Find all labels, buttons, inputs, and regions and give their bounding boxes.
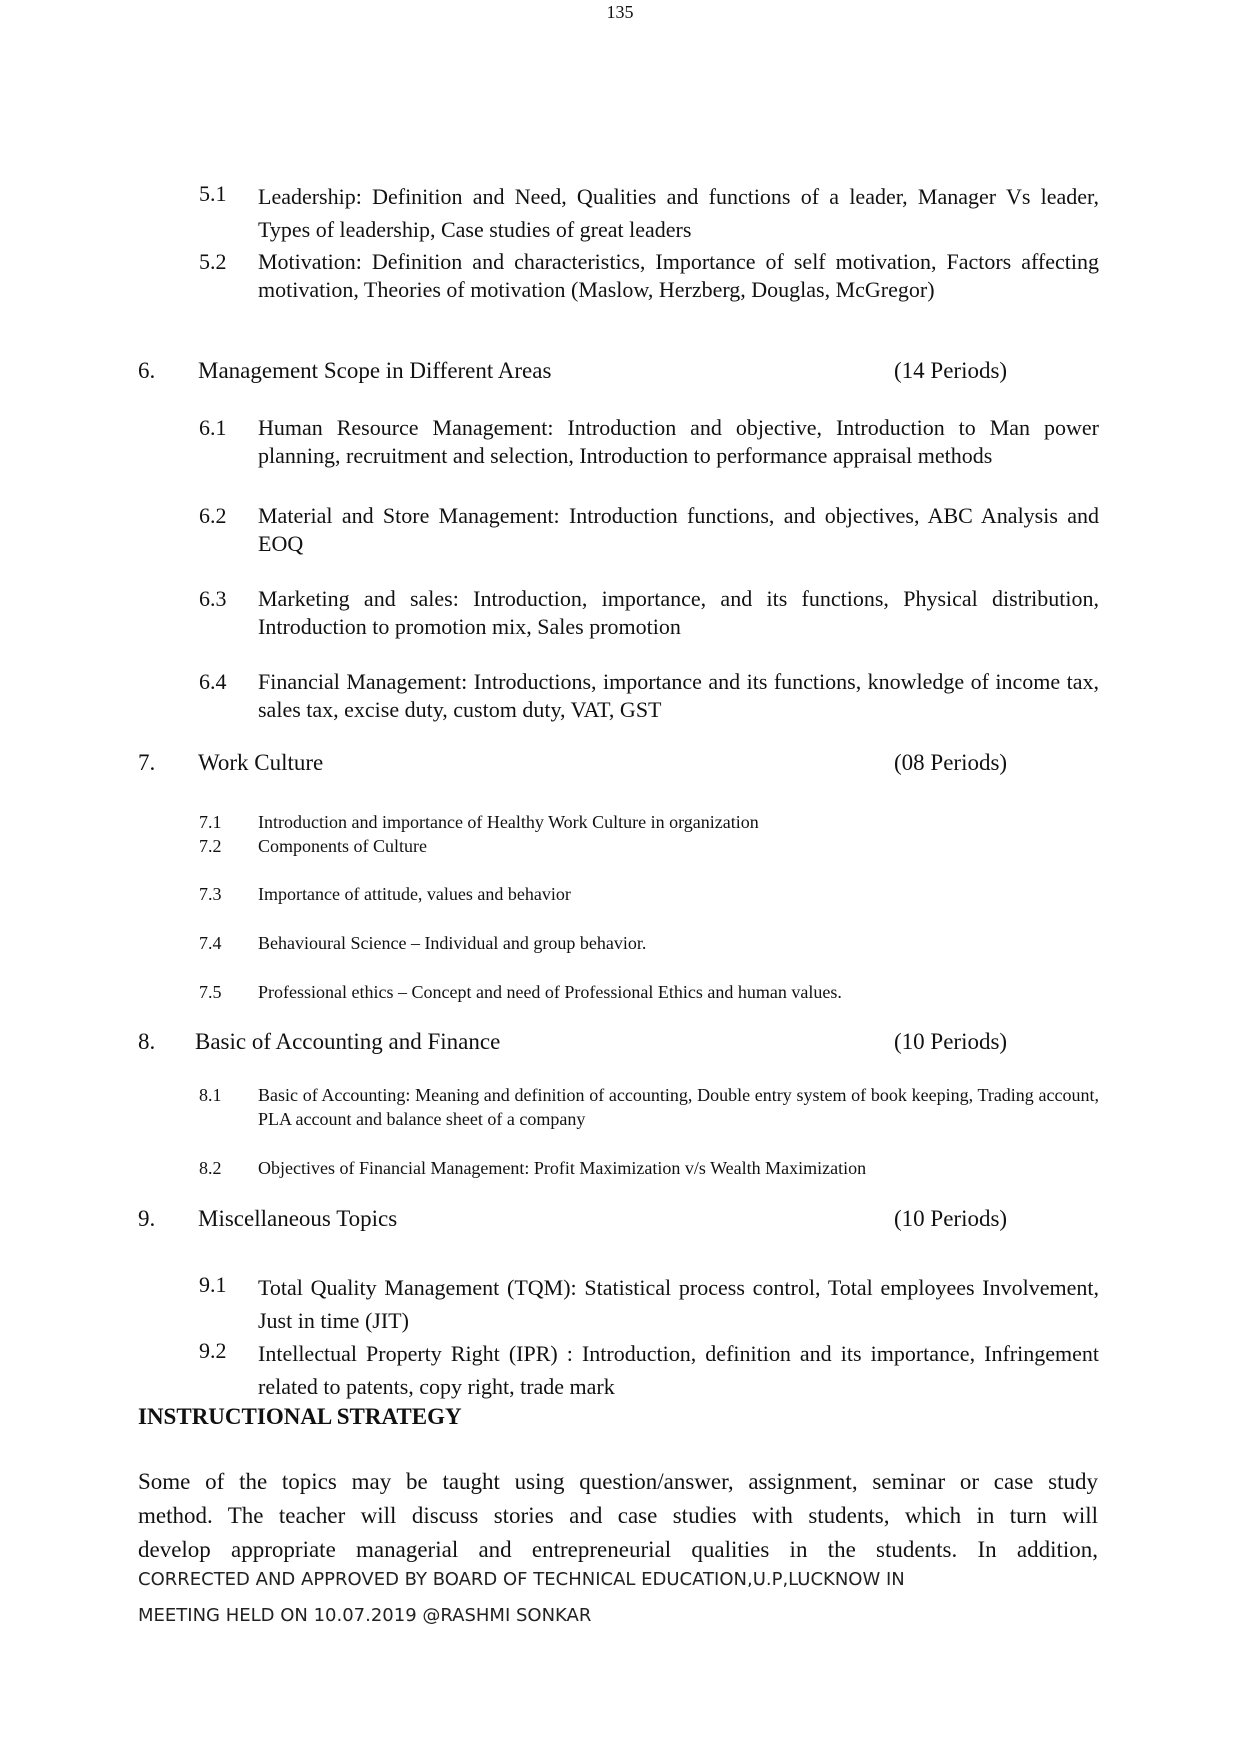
instructional-strategy-paragraph [138,1465,1098,1567]
paragraph-line: Some of the topics may be taught using question/answer, assignment, seminar or case study [138,1469,1098,1494]
subsection-text: Material and Store Management: Introduction functions, and objectives, ABC Analysis and EOQ [258,503,1099,556]
subsection-7-5 [199,980,1099,1004]
subsection-7-3 [199,882,1099,906]
subsection-text: Components of Culture [258,836,427,856]
subsection-number: 9.2 [199,1338,227,1363]
subsection-text: Behavioural Science – Individual and group behavior. [258,933,647,953]
subsection-9-1 [199,1271,1099,1337]
subsection-number: 7.1 [199,812,222,832]
section-periods: (14 Periods) [894,358,1008,383]
subsection-8-2 [199,1156,1099,1180]
subsection-text: Objectives of Financial Management: Profit Maximization v/s Wealth Maximization [258,1158,867,1178]
section-title: Management Scope in Different Areas [198,358,552,383]
section-number: 8. [138,1029,156,1054]
subsection-6-4 [199,668,1099,724]
subsection-8-1 [199,1083,1099,1131]
subsection-6-2 [199,502,1099,558]
section-number: 6. [138,358,156,383]
section-periods: (08 Periods) [894,750,1008,775]
subsection-text: Basic of Accounting: Meaning and definition of accounting, Double entry system of book keeping, Trading account, PLA account and balance sheet of a company [258,1085,1099,1129]
subsection-number: 8.1 [199,1085,222,1105]
paragraph-line: develop appropriate managerial and entrepreneurial qualities in the students. In addition, [138,1537,1098,1562]
subsection-number: 7.3 [199,884,222,904]
subsection-text: Total Quality Management (TQM): Statistical process control, Total employees Involvement, Just in time (JIT) [258,1275,1099,1333]
subsection-7-4 [199,931,1099,955]
subsection-text: Marketing and sales: Introduction, importance, and its functions, Physical distribution, Introduction to promotion mix, Sales promotion [258,586,1099,639]
subsection-number: 7.5 [199,982,222,1002]
subsection-number: 6.3 [199,586,227,611]
section-periods: (10 Periods) [894,1029,1008,1054]
subsection-number: 7.4 [199,933,222,953]
subsection-number: 6.1 [199,415,227,440]
subsection-text: Financial Management: Introductions, importance and its functions, knowledge of income tax, sales tax, excise duty, custom duty, VAT, GST [258,669,1099,722]
section-number: 7. [138,750,156,775]
instructional-strategy-heading: INSTRUCTIONAL STRATEGY [138,1404,462,1429]
subsection-number: 5.2 [199,249,227,274]
footer-line: MEETING HELD ON 10.07.2019 @RASHMI SONKAR [138,1605,592,1626]
subsection-number: 6.2 [199,503,227,528]
subsection-text: Professional ethics – Concept and need of Professional Ethics and human values. [258,982,842,1002]
subsection-number: 7.2 [199,836,222,856]
subsection-text: Human Resource Management: Introduction and objective, Introduction to Man power planning, recruitment and selection, Introduction to performance appraisal methods [258,415,1099,468]
subsection-number: 8.2 [199,1158,222,1178]
subsection-number: 6.4 [199,669,227,694]
subsection-text: Introduction and importance of Healthy Work Culture in organization [258,812,759,832]
page-number: 135 [606,2,634,22]
subsection-number: 5.1 [199,181,227,206]
footer-line: CORRECTED AND APPROVED BY BOARD OF TECHNICAL EDUCATION,U.P,LUCKNOW IN [138,1569,905,1590]
section-title: Basic of Accounting and Finance [195,1029,501,1054]
approval-footer [138,1562,905,1634]
section-title: Work Culture [198,750,324,775]
subsection-5-1 [199,180,1099,246]
subsection-7-1 [199,810,1099,834]
subsection-7-2 [199,834,1099,858]
subsection-9-2 [199,1337,1099,1403]
subsection-text: Intellectual Property Right (IPR) : Introduction, definition and its importance, Infringement related to patents, copy right, trade mark [258,1341,1099,1399]
section-periods: (10 Periods) [894,1206,1008,1231]
subsection-5-2 [199,248,1099,304]
subsection-text: Motivation: Definition and characteristics, Importance of self motivation, Factors affecting motivation, Theories of motivation (Maslow, Herzberg, Douglas, McGregor) [258,249,1099,302]
paragraph-line: method. The teacher will discuss stories and case studies with students, which in turn will [138,1503,1098,1528]
subsection-6-3 [199,585,1099,641]
subsection-number: 9.1 [199,1272,227,1297]
section-number: 9. [138,1206,156,1231]
subsection-text: Importance of attitude, values and behavior [258,884,571,904]
subsection-text: Leadership: Definition and Need, Qualities and functions of a leader, Manager Vs leader, Types of leadership, Case studies of great leaders [258,184,1099,242]
section-title: Miscellaneous Topics [198,1206,398,1231]
subsection-6-1 [199,414,1099,470]
